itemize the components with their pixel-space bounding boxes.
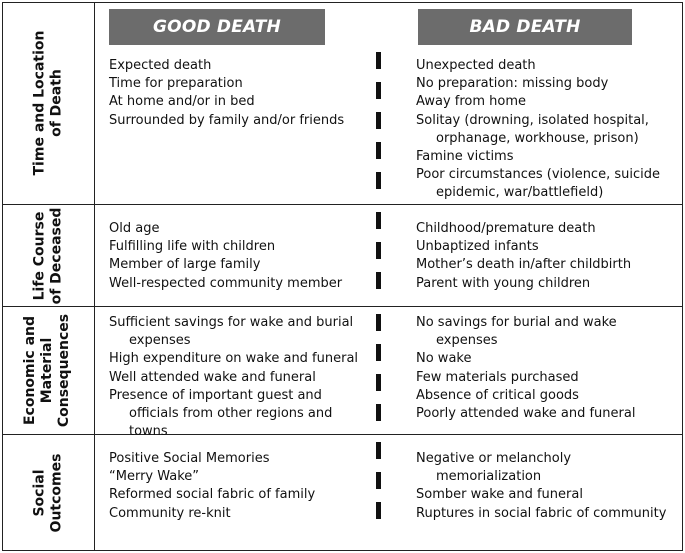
list-item: Well attended wake and funeral	[109, 369, 316, 385]
list-item: Well-respected community member	[109, 275, 343, 291]
list-item: Somber wake and funeral	[416, 487, 583, 503]
good-death-list-life-course	[109, 220, 371, 293]
list-item: Few materials purchased	[416, 369, 579, 385]
list-item: Negative or melancholy memorialization	[416, 451, 572, 485]
list-item: Surrounded by family and/or friends	[109, 112, 345, 128]
good-death-list-social-outcomes	[109, 450, 371, 523]
bad-death-list-time-location	[416, 57, 678, 203]
row-label-line: Economic and	[22, 315, 39, 426]
bad-death-list-economic-material	[416, 314, 678, 423]
row-label-economic-material	[2, 307, 94, 434]
list-item: Unexpected death	[416, 58, 536, 73]
list-item: High expenditure on wake and funeral	[109, 351, 359, 367]
list-item: Mother’s death in/after childbirth	[416, 257, 632, 273]
list-item: Solitay (drowning, isolated hospital, orphanage, workhouse, prison)	[416, 112, 649, 146]
list-item: Famine victims	[416, 149, 514, 165]
list-item: Reformed social fabric of family	[109, 487, 316, 503]
list-item: Parent with young children	[416, 275, 591, 291]
good-death-header: GOOD DEATH	[109, 9, 325, 45]
row-label-line: Outcomes	[48, 453, 64, 533]
row-label-line: Time and Location	[31, 30, 48, 176]
list-item: Absence of critical goods	[416, 387, 579, 403]
bad-death-list-social-outcomes	[416, 450, 678, 523]
list-item: Community re-knit	[109, 505, 231, 521]
row-label-life-course	[2, 205, 94, 306]
list-item: No savings for burial and wake expenses	[416, 315, 617, 349]
label-column-divider	[94, 2, 95, 551]
bad-death-header: BAD DEATH	[418, 9, 632, 45]
row-label-line: Consequences	[56, 313, 73, 428]
bad-death-list-life-course	[416, 220, 678, 293]
list-item: Member of large family	[109, 257, 261, 273]
list-item: At home and/or in bed	[109, 94, 255, 110]
list-item: Unbaptized infants	[416, 239, 539, 255]
row-label-line: Life Course	[31, 211, 48, 300]
row-divider	[2, 204, 683, 205]
list-item: Time for preparation	[109, 76, 243, 92]
list-item: Childhood/premature death	[416, 221, 596, 236]
row-label-line: of Death	[48, 69, 65, 137]
list-item: Old age	[109, 221, 160, 236]
good-death-list-economic-material	[109, 314, 371, 441]
list-item: No preparation: missing body	[416, 76, 609, 92]
list-item: Away from home	[416, 94, 527, 110]
row-label-line: Social	[31, 469, 47, 517]
row-divider	[2, 306, 683, 307]
list-item: Expected death	[109, 58, 212, 73]
list-item: Positive Social Memories	[109, 451, 270, 466]
list-item: “Merry Wake”	[109, 469, 200, 485]
list-item: Poorly attended wake and funeral	[416, 406, 636, 422]
good-death-list-time-location	[109, 57, 371, 130]
row-label-social-outcomes	[2, 435, 94, 551]
list-item: Sufficient savings for wake and burial expenses	[109, 315, 354, 349]
row-label-line: of Deceased	[48, 207, 65, 304]
row-label-line: Material	[39, 337, 56, 404]
list-item: Presence of important guest and officials from other regions and towns	[109, 387, 333, 440]
row-label-time-location	[2, 2, 94, 204]
list-item: Ruptures in social fabric of community	[416, 505, 667, 521]
list-item: No wake	[416, 351, 472, 367]
list-item: Fulfilling life with children	[109, 239, 276, 255]
list-item: Poor circumstances (violence, suicide epidemic, war/battlefield)	[416, 167, 660, 201]
